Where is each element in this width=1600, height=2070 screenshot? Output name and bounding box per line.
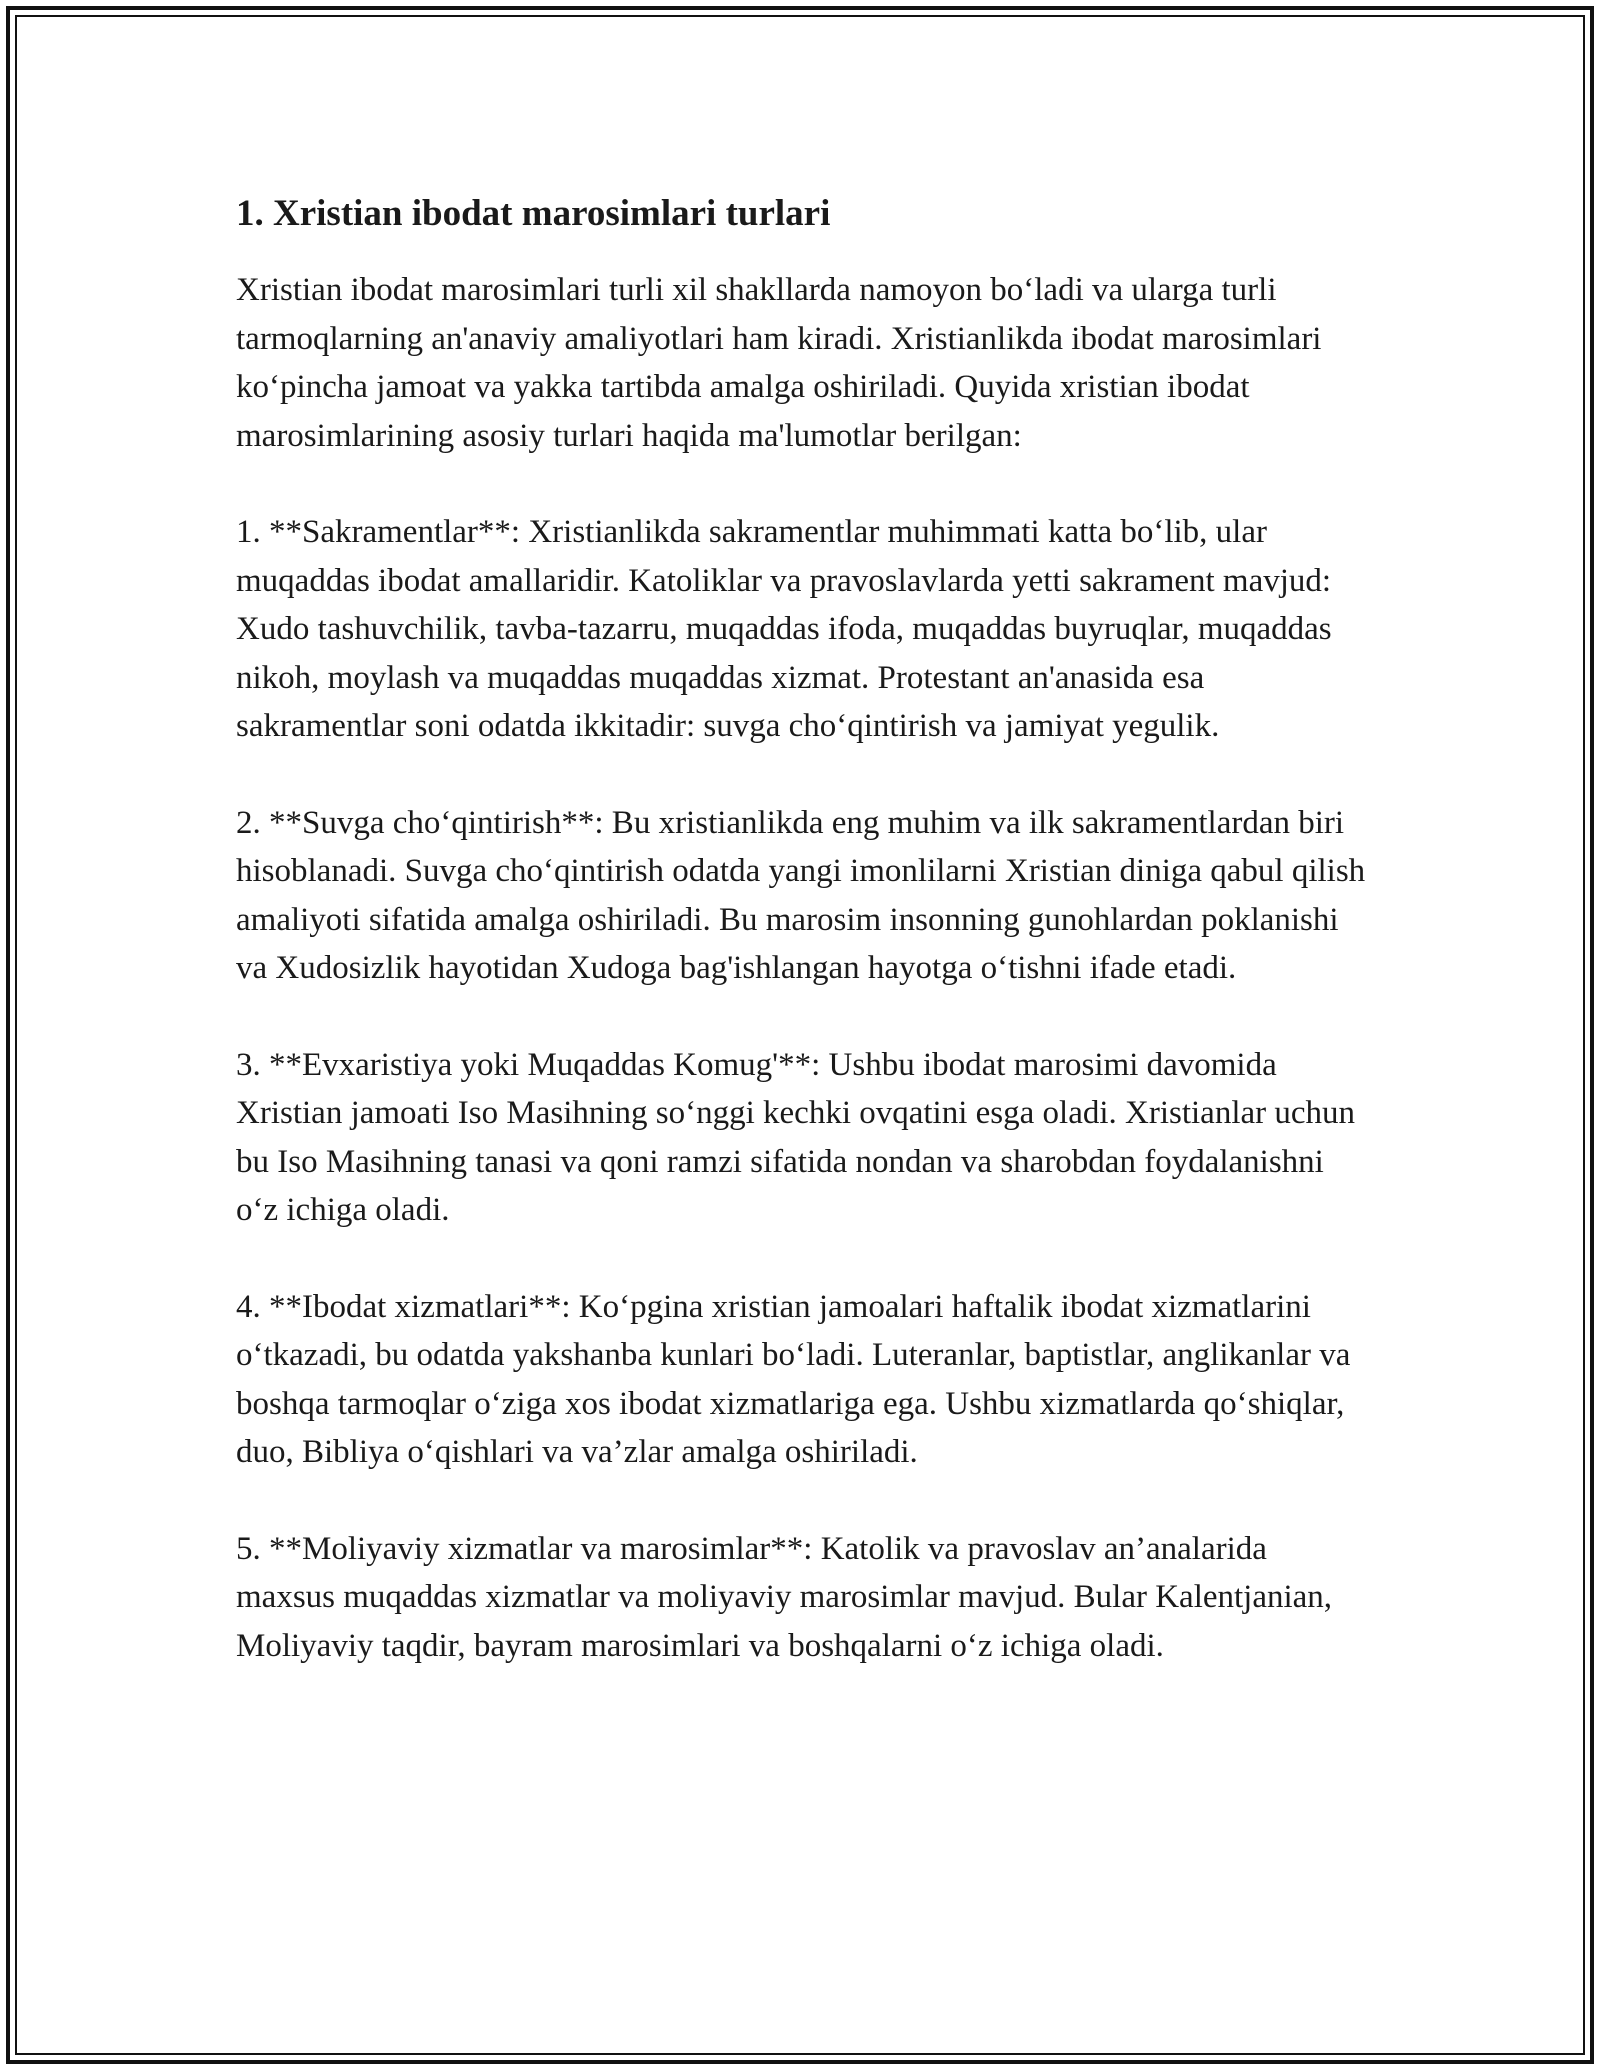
evxaristiya-paragraph: 3. **Evxaristiya yoki Muqaddas Komug'**: Ushbu ibodat marosimi davomida Xristian jamoati Iso Masihning soʻnggi kechki ovqatini esga oladi. Xristianlar uchun bu Iso Masihning tanasi va qoni ramzi sifatida nondan va sharobdan foydalanishni oʻz ichiga oladi. bbox=[236, 1046, 1356, 1228]
moliyaviy-xizmatlar-paragraph: 5. **Moliyaviy xizmatlar va marosimlar**: Katolik va pravoslav an’analarida maxsus muqaddas xizmatlar va moliyaviy marosimlar mavjud. Bular Kalentjanian, Moliyaviy taqdir, bayram marosimlari va boshqalarni oʻz ichiga oladi. bbox=[236, 1530, 1333, 1664]
intro-paragraph: Xristian ibodat marosimlari turli xil shakllarda namoyon boʻladi va ularga turli tarmoqlarning an'anaviy amaliyotlari ham kiradi. Xristianlikda ibodat marosimlari koʻpincha jamoat va yakka tartibda amalga oshiriladi. Quyida xristian ibodat marosimlarining asosiy turlari haqida ma'lumotlar berilgan: bbox=[236, 272, 1322, 454]
sakramentlar-paragraph: 1. **Sakramentlar**: Xristianlikda sakramentlar muhimmati katta boʻlib, ular muqaddas ibodat amallaridir. Katoliklar va pravoslavlarda yetti sakrament mavjud: Xudo tashuvchilik, tavba-tazarru, muqaddas ifoda, muqaddas buyruqlar, muqaddas nikoh, moylash va muqaddas muqaddas xizmat. Protestant an'anasida esa sakramentlar soni odatda ikkitadir: suvga choʻqintirish va jamiyat yegulik. bbox=[236, 514, 1332, 744]
suvga-choqintirish-paragraph: 2. **Suvga choʻqintirish**: Bu xristianlikda eng muhim va ilk sakramentlardan biri hisoblanadi. Suvga choʻqintirish odatda yangi imonlilarni Xristian diniga qabul qilish amaliyoti sifatida amalga oshiriladi. Bu marosim insonning gunohlardan poklanishi va Xudosizlik hayotidan Xudoga bag'ishlangan hayotga oʻtishni ifade etadi. bbox=[236, 804, 1366, 986]
document-body bbox=[236, 186, 1366, 1670]
ibodat-xizmatlari-paragraph: 4. **Ibodat xizmatlari**: Koʻpgina xristian jamoalari haftalik ibodat xizmatlarini oʻtkazadi, bu odatda yakshanba kunlari boʻladi. Luteranlar, baptistlar, anglikanlar va boshqa tarmoqlar oʻziga xos ibodat xizmatlariga ega. Ushbu xizmatlarda qoʻshiqlar, duo, Bibliya oʻqishlari va va’zlar amalga oshiriladi. bbox=[236, 1288, 1351, 1470]
section-heading: 1. Xristian ibodat marosimlari turlari bbox=[236, 193, 831, 234]
